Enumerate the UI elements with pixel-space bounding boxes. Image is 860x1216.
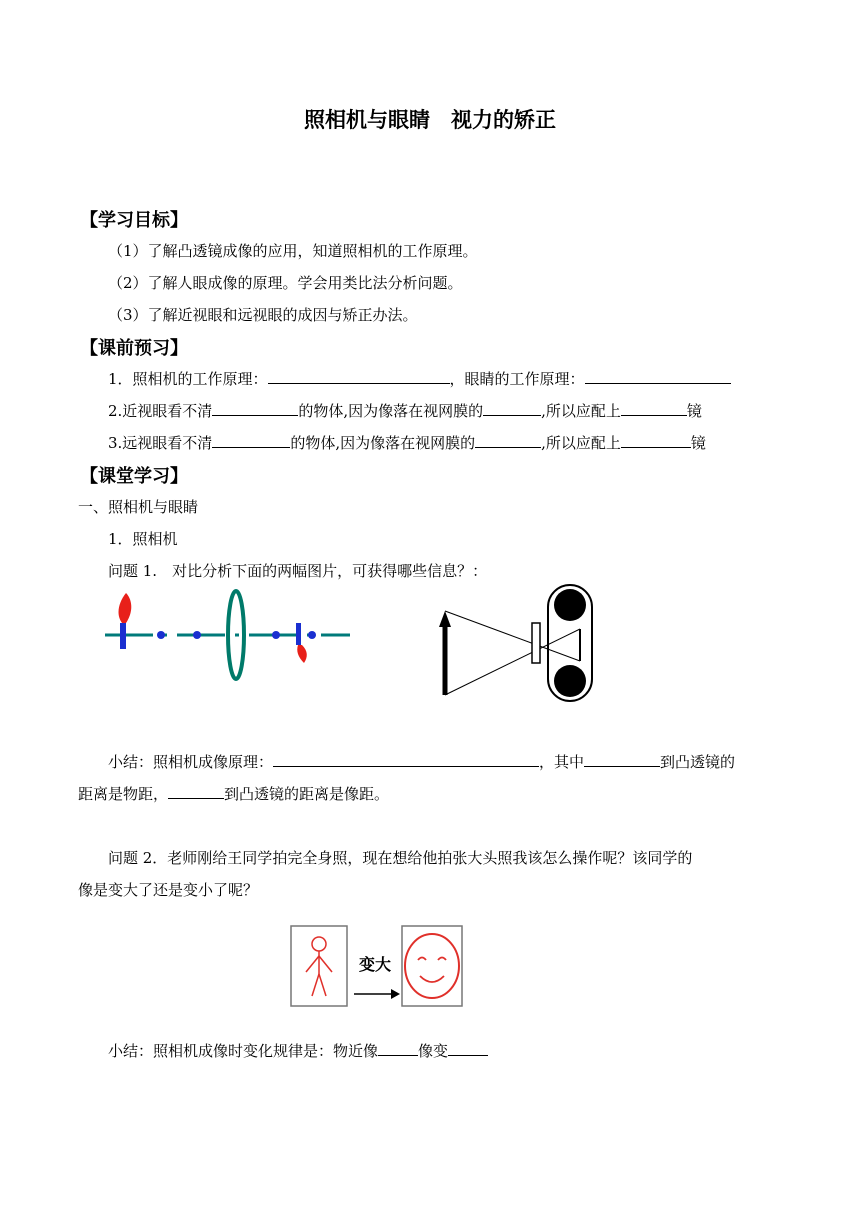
camera-roll-top-icon	[554, 589, 586, 621]
preview-q2-text-c: ,所以应配上	[541, 402, 621, 420]
summary-1-text-b: ，其中	[539, 753, 585, 771]
preview-q3-text-d: 镜	[690, 434, 706, 452]
preview-question-3	[108, 432, 706, 453]
candle-stand-left	[120, 623, 126, 649]
blank-myopia-image-position[interactable]	[483, 400, 541, 416]
blank-image-distance-change[interactable]	[378, 1040, 418, 1056]
preview-q3-text-c: ,所以应配上	[541, 434, 621, 452]
camera-diagram-figure	[436, 583, 596, 705]
summary-1-text-a: 小结：照相机成像原理：	[108, 753, 274, 771]
focal-point-1	[157, 631, 165, 639]
goals-heading: 【学习目标】	[80, 210, 188, 231]
summary-2-text-b: 像变	[418, 1042, 449, 1060]
goal-item-1: （1）了解凸透镜成像的应用，知道照相机的工作原理。	[108, 242, 478, 260]
class-heading: 【课堂学习】	[80, 466, 188, 487]
goal-item-3: （3）了解近视眼和远视眼的成因与矫正办法。	[108, 306, 418, 324]
preview-q2-text-d: 镜	[686, 402, 702, 420]
summary-2	[108, 1040, 488, 1061]
summary-1-text-d: 距离是物距，	[78, 785, 169, 803]
summary-2-text-a: 小结：照相机成像时变化规律是：物近像	[108, 1042, 379, 1060]
camera-lens-icon	[532, 623, 540, 663]
preview-heading: 【课前预习】	[80, 338, 188, 359]
preview-question-1	[108, 368, 731, 389]
screen-stand	[296, 623, 301, 645]
question-2-line-1: 问题 2．老师刚给王同学拍完全身照，现在想给他拍张大头照我该怎么操作呢？该同学的	[108, 849, 693, 867]
inverted-image-flame-icon	[297, 645, 307, 663]
focal-point-2	[193, 631, 201, 639]
optical-bench-figure	[100, 585, 360, 695]
preview-q2-text-a: 2.近视眼看不清	[108, 402, 213, 420]
candle-flame-icon	[119, 593, 132, 623]
goal-item-2: （2）了解人眼成像的原理。学会用类比法分析问题。	[108, 274, 463, 292]
part-1-heading: 一、照相机与眼睛	[78, 498, 199, 516]
blank-object-distance-from[interactable]	[584, 751, 660, 767]
question-1: 问题 1. 对比分析下面的两幅图片，可获得哪些信息？：	[108, 562, 488, 580]
blank-hyperopia-image-position[interactable]	[475, 432, 541, 448]
sub-1-heading: 1．照相机	[108, 530, 178, 548]
camera-roll-bottom-icon	[554, 665, 586, 697]
summary-1-line-1	[108, 751, 735, 772]
blank-image-distance-from[interactable]	[168, 783, 224, 799]
blank-eye-principle[interactable]	[585, 368, 731, 384]
preview-q1-text-b: ，眼睛的工作原理：	[449, 370, 585, 388]
blank-image-size-change[interactable]	[448, 1040, 488, 1056]
summary-1-text-e: 到凸透镜的距离是像距。	[224, 785, 390, 803]
blank-hyperopia-lens[interactable]	[621, 432, 691, 448]
summary-1-text-c: 到凸透镜的	[660, 753, 736, 771]
preview-q1-text-a: 1．照相机的工作原理：	[108, 370, 268, 388]
blank-hyperopia-object[interactable]	[212, 432, 290, 448]
blank-myopia-object[interactable]	[212, 400, 298, 416]
blank-camera-imaging-principle[interactable]	[273, 751, 539, 767]
blank-camera-principle[interactable]	[268, 368, 450, 384]
preview-question-2	[108, 400, 702, 421]
preview-q2-text-b: 的物体,因为像落在视网膜的	[298, 402, 484, 420]
summary-1-line-2	[78, 783, 389, 804]
enlarge-figure	[290, 922, 466, 1010]
headshot-photo	[402, 926, 462, 1006]
enlarge-label: 变大	[359, 955, 392, 974]
object-arrow-head	[439, 611, 451, 627]
blank-myopia-lens[interactable]	[621, 400, 687, 416]
focal-point-3	[272, 631, 280, 639]
question-2-line-2: 像是变大了还是变小了呢？	[78, 881, 259, 899]
focal-point-4	[308, 631, 316, 639]
preview-q3-text-a: 3.远视眼看不清	[108, 434, 213, 452]
preview-q3-text-b: 的物体,因为像落在视网膜的	[290, 434, 476, 452]
page-title: 照相机与眼睛 视力的矫正	[304, 108, 556, 132]
